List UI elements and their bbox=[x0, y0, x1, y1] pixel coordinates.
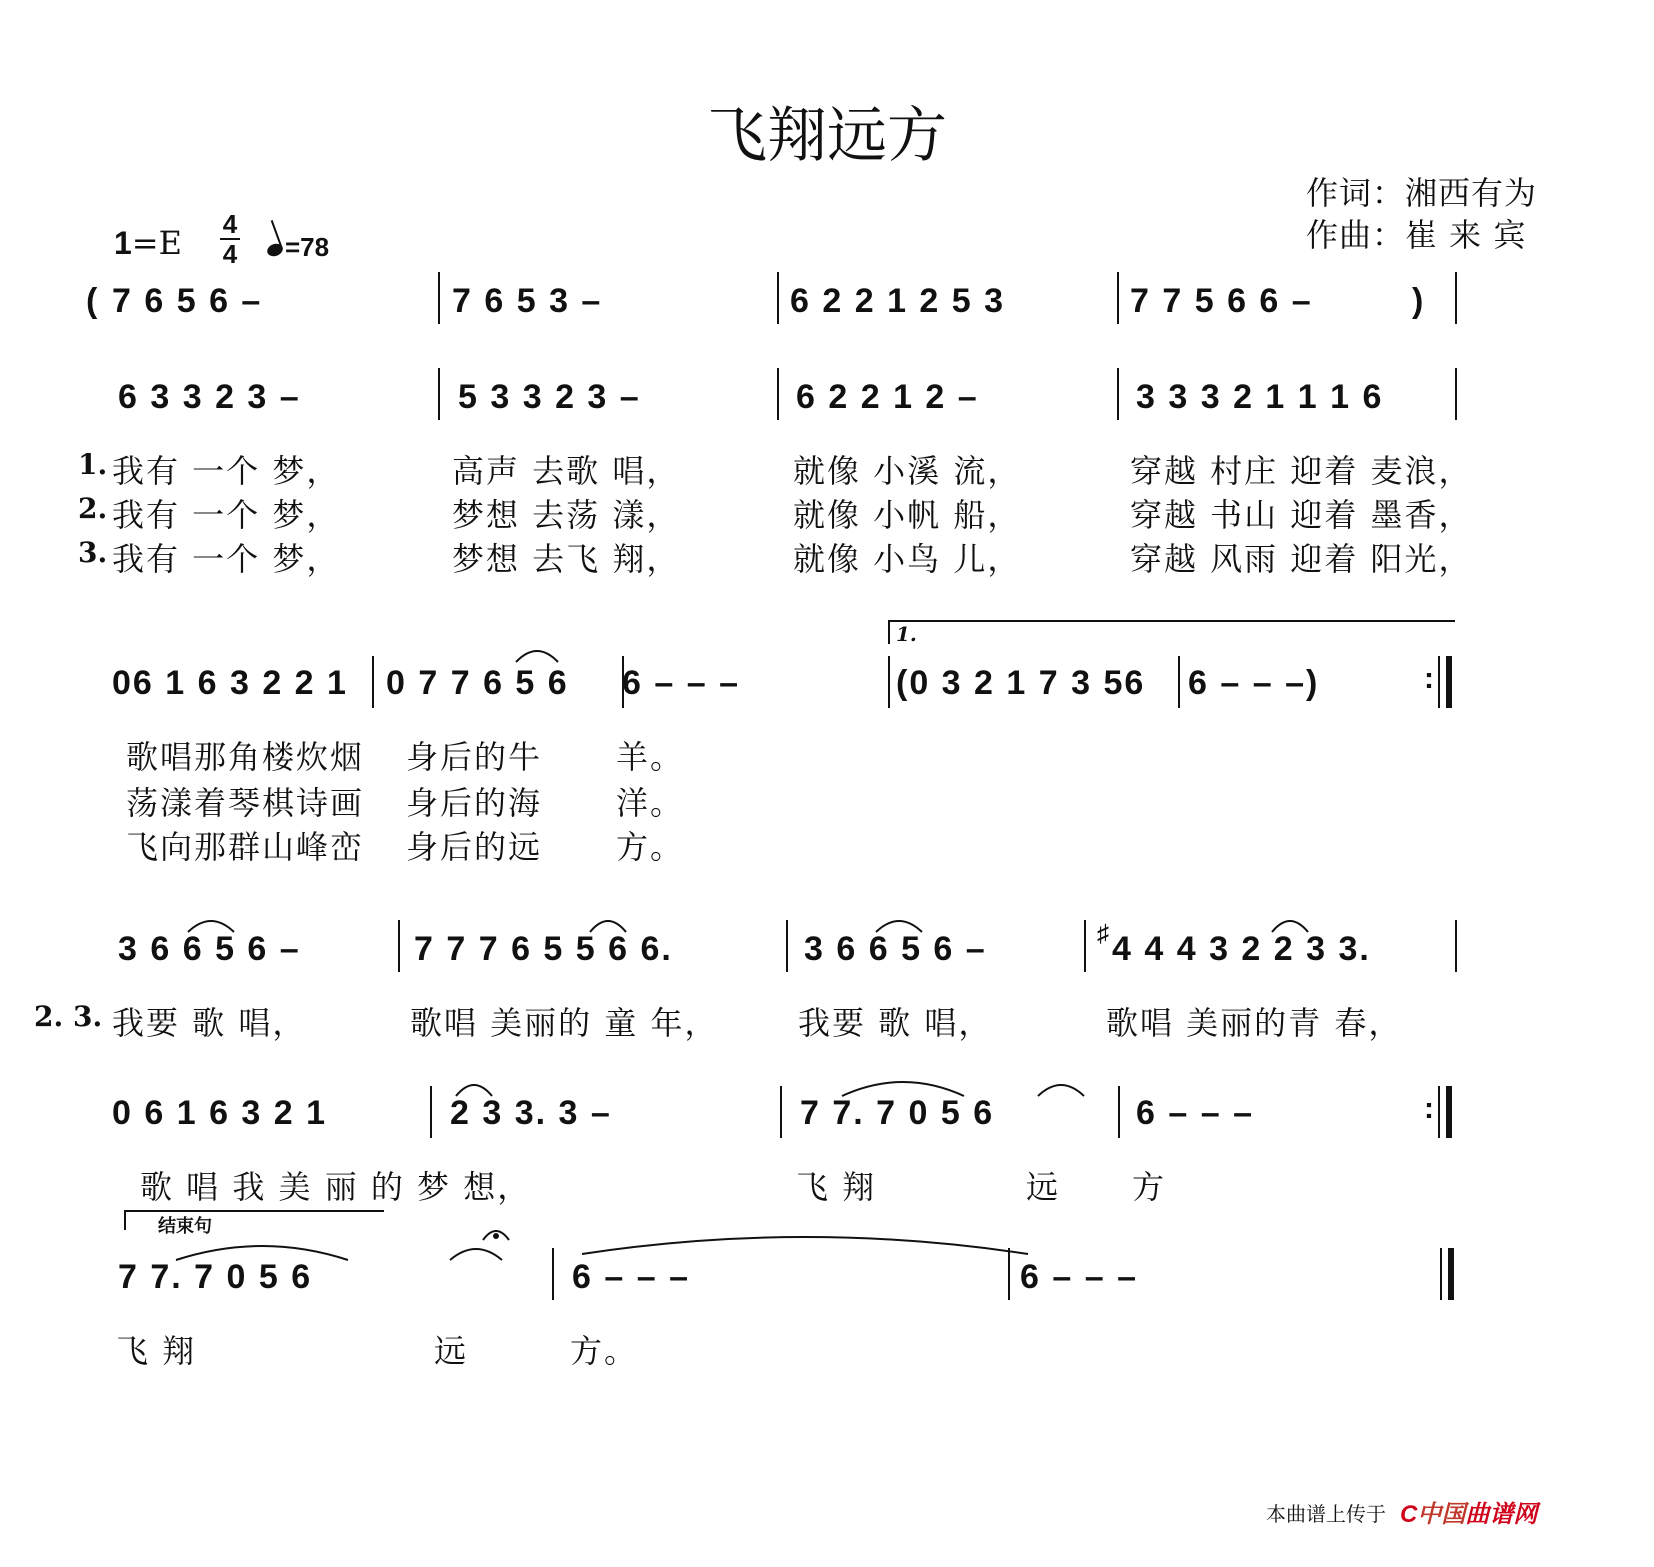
composer-credit: 作曲：崔 来 宾 bbox=[1306, 216, 1527, 254]
ending-lyric-1: 飞 翔 bbox=[116, 1332, 197, 1370]
barline bbox=[430, 1086, 432, 1138]
logo-mark-icon: C bbox=[1400, 1501, 1418, 1528]
ending-measure-3: 6 – – – bbox=[1020, 1258, 1138, 1296]
chorus-measure-2: 7 7 7 6 5 5 6 6. bbox=[414, 930, 673, 968]
tie-arc bbox=[872, 910, 926, 934]
line3-measure-3: 6 – – – bbox=[622, 664, 740, 702]
ending-lyric-2: 远 bbox=[434, 1332, 469, 1370]
line3-lyric-3a: 飞向那群山峰峦 bbox=[126, 828, 365, 866]
page-title: 飞翔远方 bbox=[707, 101, 947, 171]
volta-bracket bbox=[888, 620, 1455, 622]
line3-measure-5: 6 – – –) bbox=[1188, 664, 1320, 702]
barline bbox=[1084, 920, 1086, 972]
footer-text: 本曲谱上传于 bbox=[1266, 1504, 1386, 1526]
tempo-marking bbox=[267, 232, 329, 263]
barline bbox=[1008, 1248, 1010, 1300]
repeat-dots: : bbox=[1424, 1092, 1436, 1125]
barline bbox=[780, 1086, 782, 1138]
line5-lyric-3: 远 bbox=[1026, 1168, 1061, 1206]
barline bbox=[1455, 368, 1457, 420]
tempo-value: =78 bbox=[285, 232, 330, 262]
verse-measure-2: 5 3 3 2 3 – bbox=[458, 378, 641, 416]
intro-paren-close: ) bbox=[1412, 282, 1426, 320]
barline bbox=[1440, 1248, 1442, 1300]
tie-arc bbox=[512, 640, 562, 664]
time-top: 4 bbox=[222, 209, 238, 239]
verse-number: 3. bbox=[78, 536, 108, 569]
tie-arc bbox=[172, 1232, 352, 1262]
ending-measure-1: 7 7. 7 0 5 6 bbox=[118, 1258, 313, 1296]
key-note: E bbox=[158, 224, 182, 262]
end-repeat-barline bbox=[1446, 1086, 1452, 1138]
line5-measure-2: 2 3 3. 3 – bbox=[450, 1094, 612, 1132]
final-barline bbox=[1448, 1248, 1454, 1300]
ending-measure-2: 6 – – – bbox=[572, 1258, 690, 1296]
barline bbox=[1117, 368, 1119, 420]
barline bbox=[372, 656, 374, 708]
site-logo[interactable] bbox=[1400, 1494, 1537, 1529]
lyric-v2-phrase-1: 我有 一个 梦， bbox=[112, 496, 341, 534]
ending-lyric-3: 方。 bbox=[570, 1332, 639, 1370]
lyric-v1-phrase-1: 我有 一个 梦， bbox=[112, 452, 341, 490]
barline bbox=[1118, 1086, 1120, 1138]
intro-measure-1: 7 6 5 6 – bbox=[112, 282, 263, 320]
lyric-v3-phrase-1: 我有 一个 梦， bbox=[112, 540, 341, 578]
end-repeat-barline bbox=[1446, 656, 1452, 708]
tie-arc bbox=[184, 910, 238, 934]
line5-measure-3: 7 7. 7 0 5 6 bbox=[800, 1094, 995, 1132]
barline bbox=[438, 272, 440, 324]
barline bbox=[1117, 272, 1119, 324]
barline bbox=[888, 656, 890, 708]
lyric-v2-phrase-4: 穿越 书山 迎着 墨香， bbox=[1130, 496, 1473, 534]
line3-lyric-1b: 身后的牛 bbox=[406, 738, 543, 776]
barline bbox=[777, 368, 779, 420]
key-prefix: 1 bbox=[114, 225, 132, 261]
chorus-measure-3: 3 6 6 5 6 – bbox=[804, 930, 987, 968]
key-eq: = bbox=[131, 224, 159, 262]
volta-label: 1. bbox=[896, 622, 917, 646]
lyric-v2-phrase-2: 梦想 去荡 漾， bbox=[452, 496, 681, 534]
chorus-lyric-4: 歌唱 美丽的青 春， bbox=[1106, 1004, 1403, 1042]
line3-lyric-2c: 洋。 bbox=[616, 784, 685, 822]
chorus-measure-4: 4 4 4 3 2 2 3 3. bbox=[1112, 930, 1371, 968]
logo-text-a: 中国 bbox=[1417, 1501, 1466, 1528]
tie-arc bbox=[1034, 1074, 1088, 1098]
lyric-v1-phrase-3: 就像 小溪 流， bbox=[793, 452, 1022, 490]
verse-measure-4: 3 3 3 2 1 1 1 6 bbox=[1136, 378, 1384, 416]
verse-measure-1: 6 3 3 2 3 – bbox=[118, 378, 301, 416]
volta-bracket-hook bbox=[888, 620, 890, 644]
chorus-verse-number: 2. 3. bbox=[34, 1000, 103, 1033]
barline bbox=[786, 920, 788, 972]
barline bbox=[1455, 272, 1457, 324]
time-signature bbox=[220, 210, 240, 268]
logo-text-b: 曲谱网 bbox=[1465, 1501, 1538, 1528]
tie-arc bbox=[838, 1068, 968, 1098]
lyricist-credit: 作词：湘西有为 bbox=[1306, 174, 1538, 212]
chorus-lyric-2: 歌唱 美丽的 童 年， bbox=[410, 1004, 719, 1042]
line3-lyric-3b: 身后的远 bbox=[406, 828, 543, 866]
ending-bracket-hook bbox=[124, 1210, 126, 1230]
line3-measure-1: 06 1 6 3 2 2 1 bbox=[112, 664, 348, 702]
tie-arc bbox=[586, 910, 630, 934]
intro-measure-4: 7 7 5 6 6 – bbox=[1130, 282, 1313, 320]
intro-paren-open: ( bbox=[86, 282, 100, 320]
line3-lyric-2b: 身后的海 bbox=[406, 784, 543, 822]
chorus-measure-1: 3 6 6 5 6 – bbox=[118, 930, 301, 968]
tie-arc bbox=[578, 1226, 1032, 1256]
line3-measure-2: 0 7 7 6 5 6 bbox=[386, 664, 569, 702]
intro-measure-3: 6 2 2 1 2 5 3 bbox=[790, 282, 1006, 320]
chorus-lyric-1: 我要 歌 唱， bbox=[112, 1004, 307, 1042]
line3-lyric-1c: 羊。 bbox=[616, 738, 685, 776]
barline bbox=[438, 368, 440, 420]
barline bbox=[552, 1248, 554, 1300]
lyric-v1-phrase-2: 高声 去歌 唱， bbox=[452, 452, 681, 490]
barline bbox=[777, 272, 779, 324]
fermata-icon bbox=[480, 1222, 512, 1244]
verse-number: 2. bbox=[78, 492, 108, 525]
line3-lyric-3c: 方。 bbox=[616, 828, 685, 866]
barline bbox=[1178, 656, 1180, 708]
quarter-note-icon bbox=[265, 242, 284, 259]
lyric-v1-phrase-4: 穿越 村庄 迎着 麦浪， bbox=[1130, 452, 1473, 490]
line5-lyric-1: 歌 唱 我 美 丽 的 梦 想， bbox=[140, 1168, 532, 1206]
barline bbox=[1455, 920, 1457, 972]
barline bbox=[1438, 1086, 1440, 1138]
line5-measure-4: 6 – – – bbox=[1136, 1094, 1254, 1132]
line3-lyric-1a: 歌唱那角楼炊烟 bbox=[126, 738, 365, 776]
lyric-v3-phrase-2: 梦想 去飞 翔， bbox=[452, 540, 681, 578]
lyric-v2-phrase-3: 就像 小帆 船， bbox=[793, 496, 1022, 534]
lyric-v3-phrase-3: 就像 小鸟 儿， bbox=[793, 540, 1022, 578]
time-bottom: 4 bbox=[222, 239, 238, 269]
line3-lyric-2a: 荡漾着琴棋诗画 bbox=[126, 784, 365, 822]
repeat-dots: : bbox=[1424, 662, 1436, 695]
line5-lyric-4: 方 bbox=[1132, 1168, 1167, 1206]
verse-number: 1. bbox=[78, 448, 108, 481]
intro-measure-2: 7 6 5 3 – bbox=[452, 282, 603, 320]
line5-lyric-2: 飞 翔 bbox=[796, 1168, 877, 1206]
key-signature bbox=[114, 224, 182, 262]
line5-measure-1: 0 6 1 6 3 2 1 bbox=[112, 1094, 328, 1132]
verse-measure-3: 6 2 2 1 2 – bbox=[796, 378, 979, 416]
tie-arc bbox=[452, 1074, 496, 1098]
sharp-sign: ♯ bbox=[1097, 920, 1111, 947]
tie-arc bbox=[1268, 910, 1312, 934]
chorus-lyric-3: 我要 歌 唱， bbox=[798, 1004, 993, 1042]
barline bbox=[398, 920, 400, 972]
ending-label: 结束句 bbox=[158, 1216, 212, 1237]
line3-measure-4: (0 3 2 1 7 3 56 bbox=[896, 664, 1146, 702]
barline bbox=[1438, 656, 1440, 708]
lyric-v3-phrase-4: 穿越 风雨 迎着 阳光， bbox=[1130, 540, 1473, 578]
